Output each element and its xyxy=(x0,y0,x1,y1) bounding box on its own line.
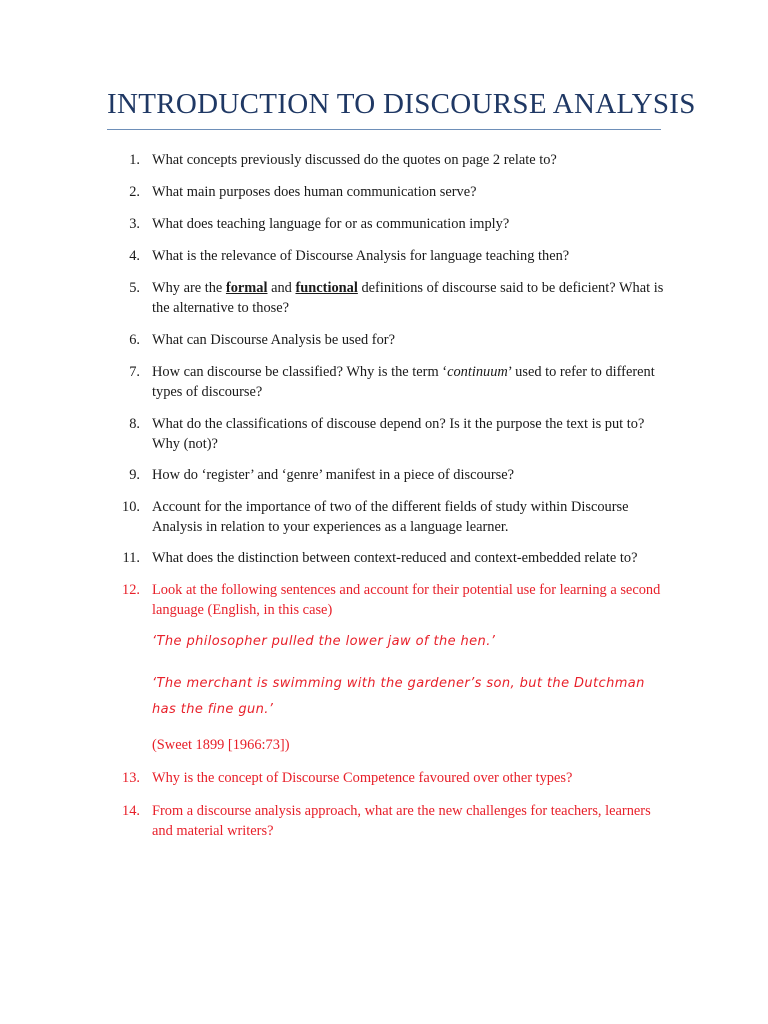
question-number: 9. xyxy=(129,467,140,483)
question-number: 12. xyxy=(122,582,140,598)
question-number: 13. xyxy=(122,770,140,786)
term-continuum: continuum xyxy=(447,364,508,380)
question-text: Why is the concept of Discourse Competence favoured over other types? xyxy=(152,770,573,786)
question-text: From a discourse analysis approach, what are the new challenges for teachers, learners and material writers? xyxy=(152,803,651,839)
question-text: What does the distinction between context-reduced and context-embedded relate to? xyxy=(152,550,638,566)
question-text xyxy=(152,278,672,318)
example-sentence: ‘The merchant is swimming with the gardener’s son, but the Dutchman has the fine gun.’ xyxy=(152,676,645,717)
question-text: How do ‘register’ and ‘genre’ manifest in a piece of discourse? xyxy=(152,467,515,483)
question-text: What do the classifications of discouse depend on? Is it the purpose the text is put to? Why (not)? xyxy=(152,416,645,452)
question-text-part: How can discourse be classified? Why is the term ‘ xyxy=(152,364,448,380)
question-number: 10. xyxy=(122,499,140,515)
term-formal: formal xyxy=(225,280,268,296)
question-number: 7. xyxy=(129,364,140,380)
question-number: 11. xyxy=(122,550,140,566)
question-text-part: definitions of discourse said to be deficient? What is the alternative to those? xyxy=(152,280,664,316)
example-sentence: ‘The philosopher pulled the lower jaw of the hen.’ xyxy=(152,634,496,649)
question-text xyxy=(152,362,672,402)
question-number: 4. xyxy=(129,248,140,264)
question-text: Account for the importance of two of the different fields of study within Discourse Analysis in relation to your experiences as a language learner. xyxy=(152,499,629,535)
question-text: What concepts previously discussed do the quotes on page 2 relate to? xyxy=(152,152,557,168)
question-text: What is the relevance of Discourse Analysis for language teaching then? xyxy=(152,248,570,264)
question-text: What does teaching language for or as communication imply? xyxy=(152,216,510,232)
question-number: 2. xyxy=(129,184,140,200)
question-number: 5. xyxy=(129,280,140,296)
question-text-part: ’ used to refer to different types of discourse? xyxy=(152,364,655,400)
question-number: 14. xyxy=(122,803,140,819)
term-functional: functional xyxy=(295,280,358,296)
page-title: INTRODUCTION TO DISCOURSE ANALYSIS xyxy=(107,88,696,120)
question-text: Look at the following sentences and account for their potential use for learning a second language (English, in this case) xyxy=(152,582,661,618)
question-text-part: Why are the xyxy=(152,280,226,296)
citation: (Sweet 1899 [1966:73]) xyxy=(152,737,290,753)
question-number: 6. xyxy=(129,332,140,348)
question-text-part: and xyxy=(267,280,296,296)
question-text: What can Discourse Analysis be used for? xyxy=(152,332,395,348)
title-underline-divider xyxy=(107,129,661,130)
question-number: 8. xyxy=(129,416,140,432)
question-number: 3. xyxy=(129,216,140,232)
question-text: What main purposes does human communication serve? xyxy=(152,184,477,200)
question-number: 1. xyxy=(129,152,140,168)
